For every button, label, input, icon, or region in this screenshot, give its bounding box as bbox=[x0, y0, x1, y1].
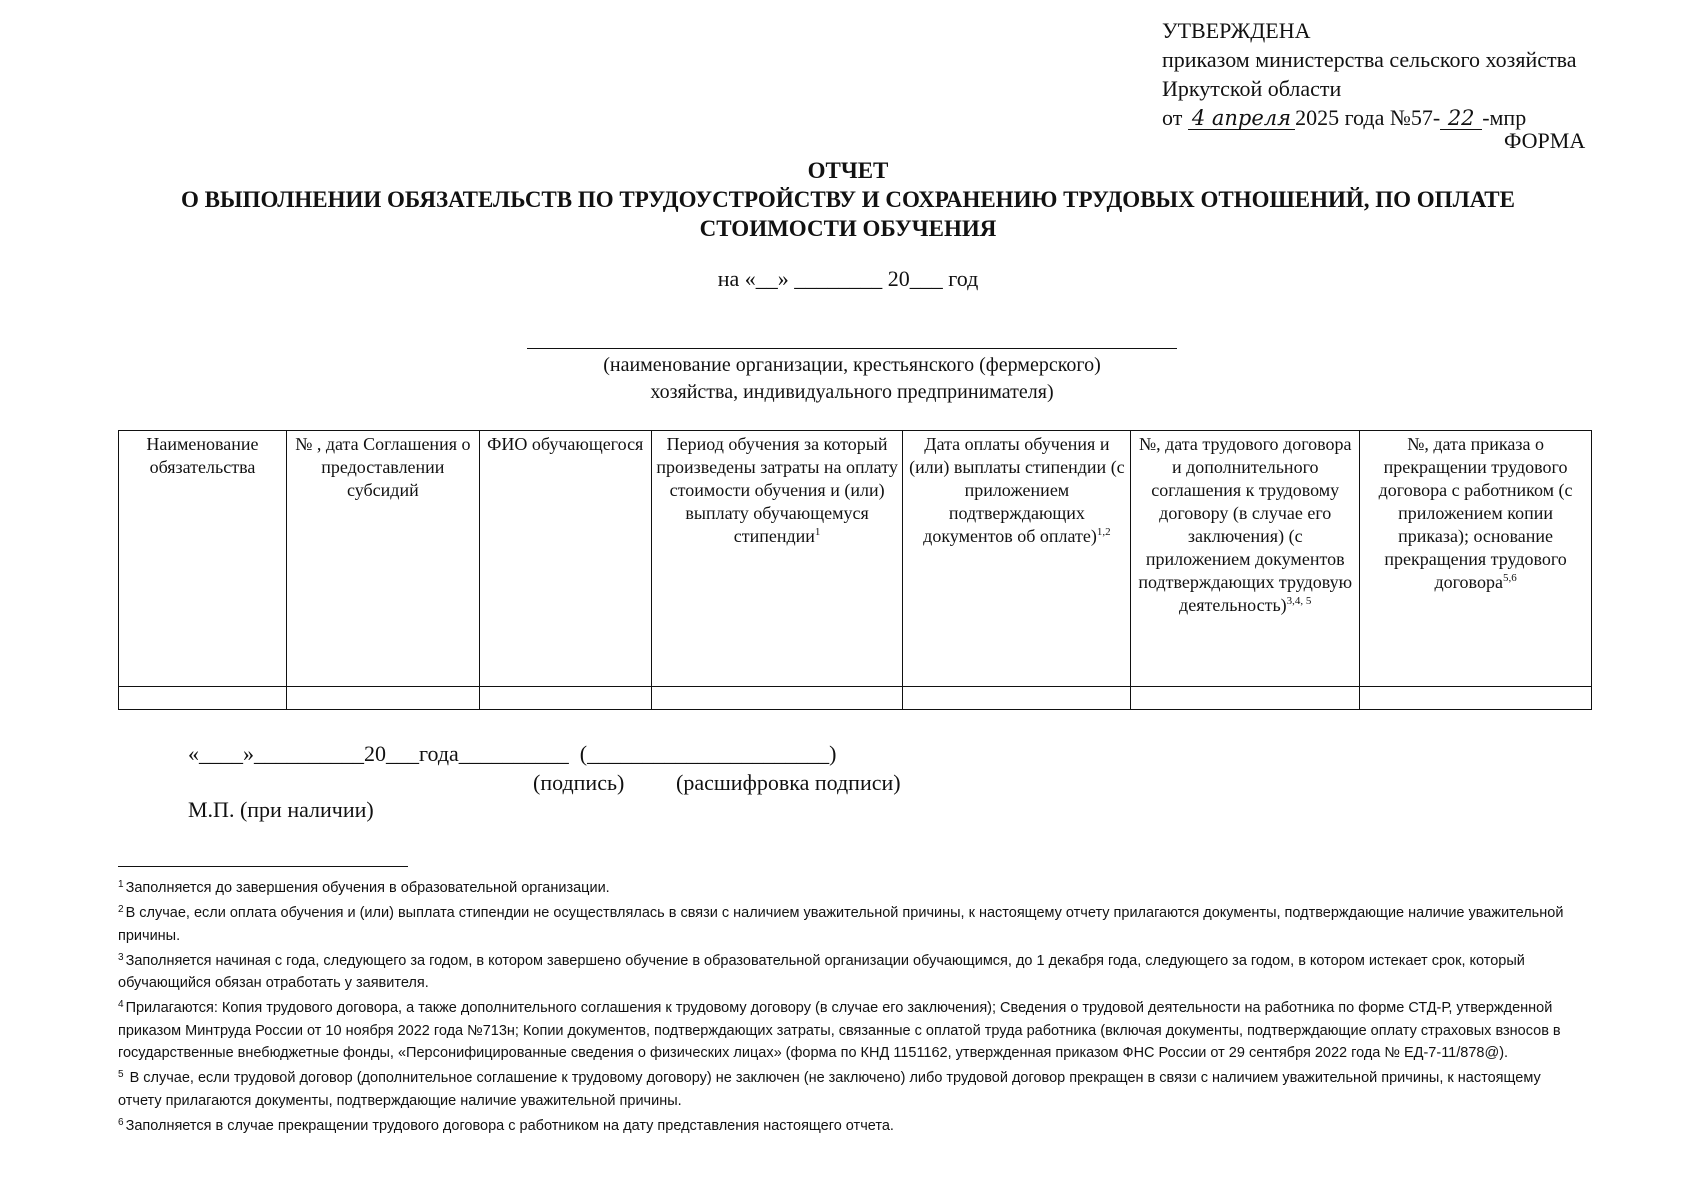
footnotes bbox=[118, 874, 1583, 1137]
organization-caption-line-2: хозяйства, индивидуального предпринимателя) bbox=[650, 381, 1054, 403]
column-header-termination-order: №, дата приказа о прекращении трудового договора с работником (с приложением копии приказа); основание прекращения трудового договора$^{5,6}$ bbox=[1360, 431, 1592, 687]
approval-block bbox=[1162, 16, 1682, 132]
approval-number-suffix: -мпр bbox=[1482, 105, 1527, 130]
report-title bbox=[0, 156, 1696, 243]
approval-date-prefix: от bbox=[1162, 105, 1183, 130]
table-cell[interactable] bbox=[286, 687, 479, 710]
table-cell[interactable] bbox=[119, 687, 287, 710]
footnote: $^5$ В случае, если трудовой договор (дополнительное соглашение к трудовому договору) не заключен (не заключено) либо трудовой договор прекращен в связи с наличием уважительной причины, к настоящему отчету прилагаются документы, подтверждающие наличие уважительной причины. bbox=[118, 1069, 1541, 1109]
stamp-place-label: М.П. (при наличии) bbox=[188, 797, 374, 822]
approval-date-year: 2025 года №57- bbox=[1295, 105, 1441, 130]
column-header-payment-date: Дата оплаты обучения и (или) выплаты стипендии (с приложением подтверждающих документов об оплате)$^{1,2}$ bbox=[903, 431, 1131, 687]
signature-decode-caption: (расшифровка подписи) bbox=[676, 770, 901, 795]
table-header-row bbox=[119, 431, 1592, 687]
organization-caption-line-1: (наименование организации, крестьянского (фермерского) bbox=[603, 354, 1101, 376]
footnote: $^4$ Прилагаются: Копия трудового договора, а также дополнительного соглашения к трудовому договору (в случае его заключения); Сведения о трудовой деятельности на работника по форме СТД-Р, утвержденной приказом Минтруда России от 10 ноября 2022 года №713н; Копии документов, подтверждающих затраты, связанные с оплатой труда работника (включая документы, подтверждающие оплату страховых взносов в государственные внебюджетные фонды, «Персонифицированные сведения о физических лицах» (форма по КНД 1151162, утвержденная приказом ФНС России от 29 сентября 2022 года № ЕД-7-11/878@). bbox=[118, 999, 1561, 1062]
footnote: $^1$ Заполняется до завершения обучения в образовательной организации. bbox=[118, 879, 610, 896]
approval-region-line: Иркутской области bbox=[1162, 76, 1342, 101]
title-line-1: ОТЧЕТ bbox=[807, 158, 889, 183]
signature-line: «____»__________20___года__________ (______________________) bbox=[188, 741, 837, 766]
title-line-2: О ВЫПОЛНЕНИИ ОБЯЗАТЕЛЬСТВ ПО ТРУДОУСТРОЙСТВУ И СОХРАНЕНИЮ ТРУДОВЫХ ОТНОШЕНИЙ, ПО ОПЛАТЕ bbox=[181, 187, 1515, 212]
footnote: $^6$ Заполняется в случае прекращении трудового договора с работником на дату представления настоящего отчета. bbox=[118, 1116, 894, 1134]
footnote: $^3$ Заполняется начиная с года, следующего за годом, в котором завершено обучение в образовательной организации обучающимся, до 1 декабря года, следующего за годом, в котором истекает срок, который обучающийся обязан отработать у заявителя. bbox=[118, 951, 1525, 992]
handwritten-date: 4 апреля bbox=[1188, 107, 1295, 130]
approval-date-line bbox=[1162, 103, 1682, 132]
organization-caption bbox=[527, 352, 1177, 406]
column-header-employment-contract: №, дата трудового договора и дополнительного соглашения к трудовому договору (в случае его заключения) (с приложением документов подтверждающих трудовую деятельность)$^{3,4, 5}$ bbox=[1131, 431, 1360, 687]
form-label: ФОРМА bbox=[1504, 128, 1586, 153]
footnote-separator bbox=[118, 866, 408, 867]
handwritten-order-number: 22 bbox=[1440, 107, 1482, 130]
signature-caption: (подпись) bbox=[533, 770, 625, 795]
approval-heading: УТВЕРЖДЕНА bbox=[1162, 18, 1311, 43]
table-row bbox=[119, 687, 1592, 710]
approval-order-line: приказом министерства сельского хозяйства bbox=[1162, 47, 1577, 72]
footnote: $^2$ В случае, если оплата обучения и (или) выплата стипендии не осуществлялась в связи с наличием уважительной причины, к настоящему отчету прилагаются документы, подтверждающие наличие уважительной причины. bbox=[118, 904, 1564, 944]
column-header-study-period: Период обучения за который произведены затраты на оплату стоимости обучения и (или) выплату обучающемуся стипендии$^1$ bbox=[651, 431, 903, 687]
report-date-line: на «__» ________ 20___ год bbox=[717, 266, 979, 291]
table-cell[interactable] bbox=[651, 687, 903, 710]
table-cell[interactable] bbox=[903, 687, 1131, 710]
table-cell[interactable] bbox=[479, 687, 651, 710]
table-cell[interactable] bbox=[1360, 687, 1592, 710]
column-header-agreement: № , дата Соглашения о предоставлении субсидий bbox=[286, 431, 479, 687]
title-line-3: СТОИМОСТИ ОБУЧЕНИЯ bbox=[699, 216, 997, 241]
report-table bbox=[118, 430, 1592, 710]
organization-name-line bbox=[527, 348, 1177, 349]
table-cell[interactable] bbox=[1131, 687, 1360, 710]
column-header-obligation: Наименование обязательства bbox=[119, 431, 287, 687]
column-header-student-name: ФИО обучающегося bbox=[479, 431, 651, 687]
